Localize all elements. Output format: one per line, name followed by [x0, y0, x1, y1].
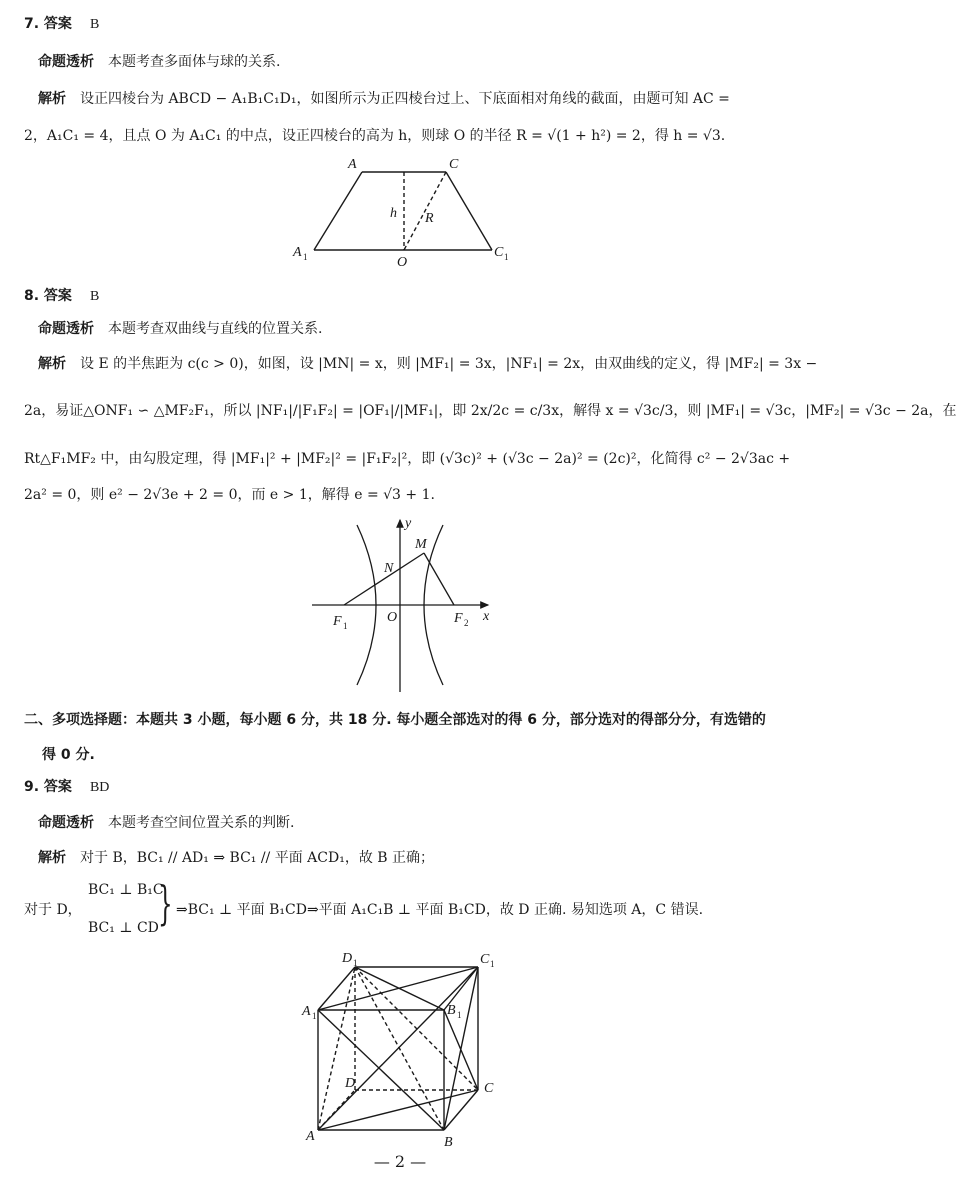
label-C1-sub: 1 — [490, 959, 495, 969]
q8-intent-label: 命题透析 — [38, 321, 94, 337]
diag-A1-B — [318, 1010, 444, 1130]
q7-sol-text1: 设正四棱台为 ABCD − A₁B₁C₁D₁，如图所示为正四棱台过上、下底面相对角线的截面，由题可知 AC = — [80, 91, 730, 107]
q9-sol-label: 解析 — [38, 850, 66, 866]
label-C: C — [484, 1081, 494, 1096]
label-A: A — [306, 1129, 315, 1144]
label-B: B — [444, 1135, 453, 1150]
q8-solution-line2: 2a，易证△ONF₁ ∽ △MF₂F₁，所以 |NF₁|/|F₁F₂| = |OF₁|/|MF₁|，即 2x/2c = c/3x，解得 x = √3c/3，则 |MF₁| = √3c，|MF₂| = √3c − 2a，在 — [24, 403, 957, 419]
diag-B1-C — [444, 1010, 478, 1090]
q8-solution-line4: 2a² = 0，则 e² − 2√3e + 2 = 0，而 e > 1，解得 e = √3 + 1. — [24, 487, 435, 503]
label-M: M — [415, 537, 427, 552]
hidden-A-D1 — [318, 967, 355, 1130]
label-C: C — [449, 157, 459, 172]
q9-answer: BD — [89, 780, 110, 795]
hidden-D1-B — [355, 967, 444, 1130]
label-F1-sub: 1 — [343, 621, 348, 631]
q9-sol-text1: 对于 B，BC₁ // AD₁ ⇒ BC₁ // 平面 ACD₁，故 B 正确； — [80, 850, 435, 866]
q8-head: 8. 答案 — [24, 288, 72, 304]
section2-line2: 得 0 分. — [42, 747, 95, 763]
q7-head: 7. 答案 — [24, 16, 72, 32]
label-F2-sub: 2 — [464, 618, 469, 628]
label-A1: A — [293, 245, 302, 260]
diag-A-C — [318, 1090, 478, 1130]
label-N: N — [384, 561, 394, 576]
q9-intent-text: 本题考查空间位置关系的判断. — [108, 815, 295, 831]
label-R: R — [425, 211, 434, 226]
edge-A1-D1 — [318, 967, 355, 1010]
q8-answer: B — [89, 289, 100, 304]
q7-intent-label: 命题透析 — [38, 54, 94, 70]
label-B1: B — [447, 1003, 456, 1018]
label-x: x — [483, 609, 490, 624]
label-C1: C — [494, 245, 504, 260]
label-y: y — [405, 516, 412, 531]
q7-answer: B — [89, 17, 100, 32]
label-A1-sub: 1 — [312, 1011, 317, 1021]
label-A1-sub: 1 — [303, 252, 308, 262]
q7-intent-text: 本题考查多面体与球的关系. — [108, 54, 281, 70]
label-D: D — [345, 1076, 356, 1091]
label-C1: C — [480, 952, 490, 967]
label-F1: F — [333, 614, 342, 629]
diag-D1-B1 — [355, 967, 444, 1010]
q9-d-brace: } — [158, 876, 173, 930]
label-O: O — [387, 610, 398, 625]
q8-sol-text1: 设 E 的半焦距为 c(c > 0)，如图，设 |MN| = x，则 |MF₁| = 3x，|NF₁| = 2x，由双曲线的定义，得 |MF₂| = 3x − — [80, 356, 818, 372]
q9-head: 9. 答案 — [24, 779, 72, 795]
label-D1: D — [342, 951, 353, 966]
q9-d-cond1: BC₁ ⊥ B₁C — [88, 882, 164, 898]
q7-sol-label: 解析 — [38, 91, 66, 107]
q8-solution-line3: Rt△F₁MF₂ 中，由勾股定理，得 |MF₁|² + |MF₂|² = |F₁F₂|²，即 (√3c)² + (√3c − 2a)² = (2c)²，化简得 c² − 2√3ac + — [24, 451, 791, 467]
label-h: h — [390, 206, 397, 221]
q7-solution-line2: 2，A₁C₁ = 4，且点 O 为 A₁C₁ 的中点，设正四棱台的高为 h，则球 O 的半径 R = √(1 + h²) = 2，得 h = √3. — [24, 128, 726, 144]
hidden-A-D — [318, 1090, 355, 1130]
section2-line1: 二、多项选择题：本题共 3 小题，每小题 6 分，共 18 分. 每小题全部选对的得 6 分，部分选对的得部分分，有选错的 — [24, 712, 766, 728]
edge-B-C — [444, 1090, 478, 1130]
label-A: A — [348, 157, 357, 172]
page-number: — 2 — — [373, 1152, 427, 1171]
q9-d-conclusion: ⇒BC₁ ⊥ 平面 B₁CD⇒平面 A₁C₁B ⊥ 平面 B₁CD，故 D 正确. 易知选项 A，C 错误. — [176, 902, 704, 918]
label-C1-sub: 1 — [504, 252, 509, 262]
q9-intent-label: 命题透析 — [38, 815, 94, 831]
label-B1-sub: 1 — [457, 1010, 462, 1020]
label-O: O — [397, 255, 408, 270]
label-A1: A — [302, 1004, 311, 1019]
label-F2: F — [454, 611, 463, 626]
q9-d-prefix: 对于 D， — [24, 902, 82, 918]
diag-A-C1 — [318, 967, 478, 1130]
q9-d-cond2: BC₁ ⊥ CD — [88, 920, 159, 936]
q8-intent-text: 本题考查双曲线与直线的位置关系. — [108, 321, 323, 337]
q8-sol-label: 解析 — [38, 356, 66, 372]
label-D1-sub: 1 — [353, 958, 358, 968]
